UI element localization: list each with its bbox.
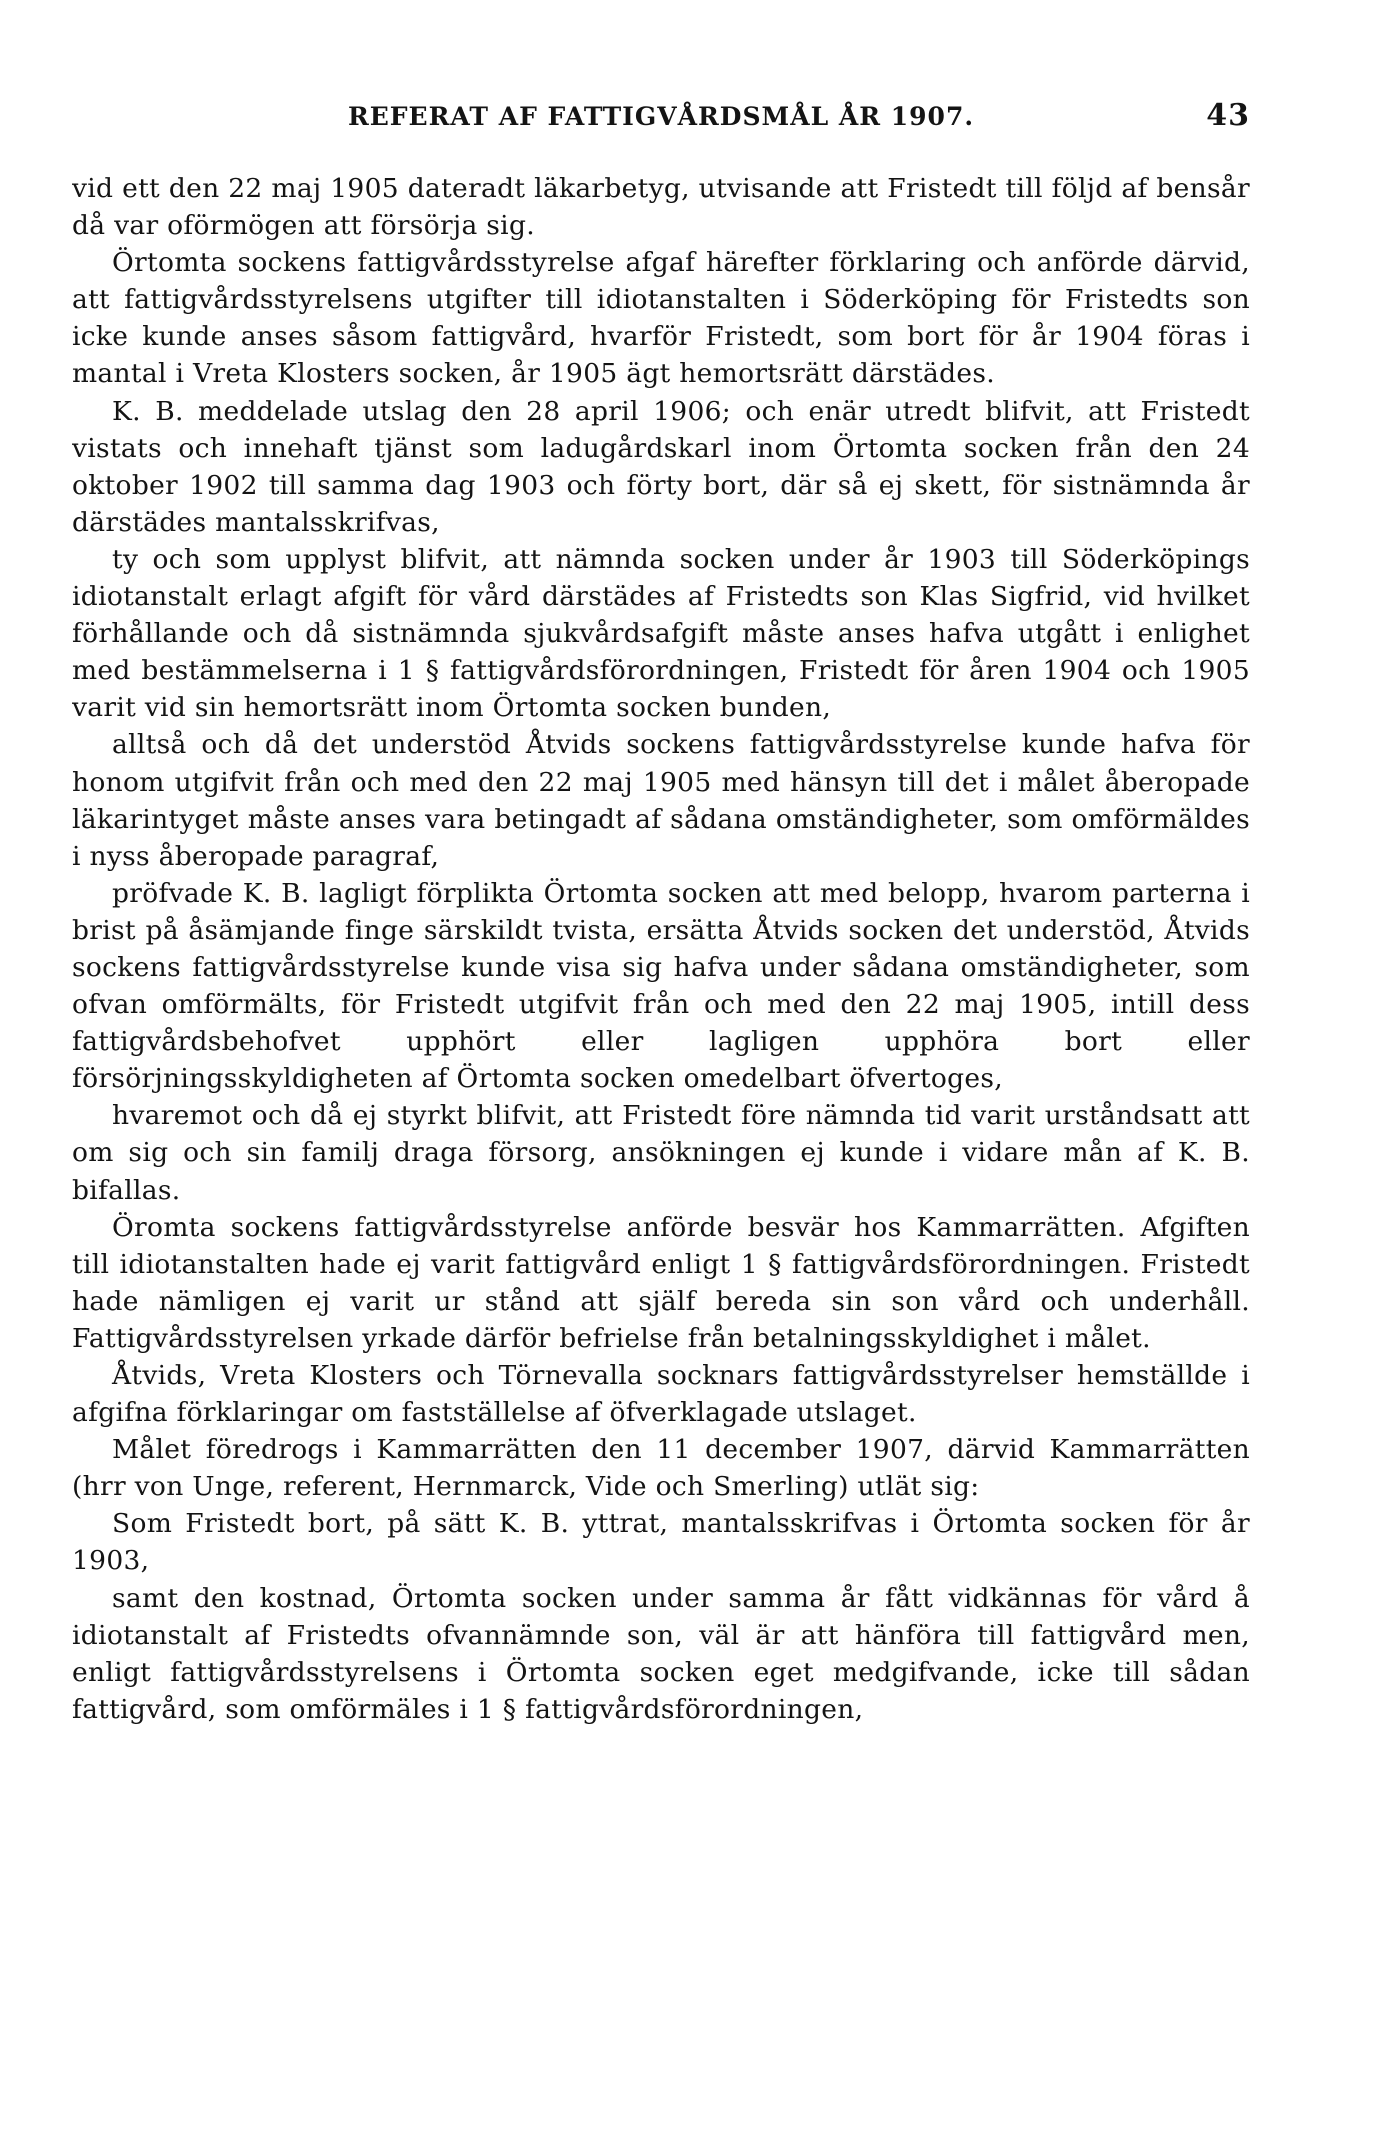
paragraph: pröfvade K. B. lagligt förplikta Örtomta socken att med belopp, hvarom parterna i brist på åsämjande finge särskildt tvista, ersätta Åtvids socken det understöd, Åtvids sockens fattigvårdsstyrelse kunde visa sig hafva under sådana omständigheter, som ofvan omförmälts, för Fristedt utgifvit från och med den 22 maj 1905, intill dess fattigvårdsbehofvet upphört eller lagligen upphöra bort eller försörjningsskyldigheten af Örtomta socken omedelbart öfvertoges, [72,877,1250,1095]
paragraph: Målet föredrogs i Kammarrätten den 11 december 1907, därvid Kammarrätten (hrr von Unge, referent, Hernmarck, Vide och Smerling) utlät sig: [72,1434,1250,1503]
paragraph: Örtomta sockens fattigvårdsstyrelse afgaf härefter förklaring och anförde därvid, att fattigvårdsstyrelsens utgifter till idiotanstalten i Söderköping för Fristedts son icke kunde anses såsom fattigvård, hvarför Fristedt, som bort för år 1904 föras i mantal i Vreta Klosters socken, år 1905 ägt hemortsrätt därstädes. [72,247,1250,390]
running-header [72,96,1250,146]
paragraph: alltså och då det understöd Åtvids sockens fattigvårdsstyrelse kunde hafva för honom utgifvit från och med den 22 maj 1905 med hänsyn till det i målet åberopade läkarintyget måste anses vara betingadt af sådana omständigheter, som omförmäldes i nyss åberopade paragraf, [72,729,1250,872]
paragraph: samt den kostnad, Örtomta socken under samma år fått vidkännas för vård å idiotanstalt af Fristedts ofvannämnde son, väl är att hänföra till fattigvård men, enligt fattigvårdsstyrelsens i Örtomta socken eget medgifvande, icke till sådan fattigvård, som omförmäles i 1 § fattigvårdsförordningen, [72,1582,1250,1725]
paragraph: ty och som upplyst blifvit, att nämnda socken under år 1903 till Söderköpings idiotanstalt erlagt afgift för vård därstädes af Fristedts son Klas Sigfrid, vid hvilket förhållande och då sistnämnda sjukvårdsafgift måste anses hafva utgått i enlighet med bestämmelserna i 1 § fattigvårdsförordningen, Fristedt för åren 1904 och 1905 varit vid sin hemortsrätt inom Örtomta socken bunden, [72,543,1250,724]
paragraph: K. B. meddelade utslag den 28 april 1906; och enär utredt blifvit, att Fristedt vistats och innehaft tjänst som ladugårdskarl inom Örtomta socken från den 24 oktober 1902 till samma dag 1903 och förty bort, där så ej skett, för sistnämnda år därstädes mantalsskrifvas, [72,395,1250,538]
running-title: REFERAT AF FATTIGVÅRDSMÅL ÅR 1907. [347,102,975,131]
body-text [72,170,1250,1728]
page-number: 43 [1206,98,1250,133]
paragraph: Öromta sockens fattigvårdsstyrelse anförde besvär hos Kammarrätten. Afgiften till idiotanstalten hade ej varit fattigvård enligt 1 § fattigvårdsförordningen. Fristedt hade nämligen ej varit ur stånd att själf bereda sin son vård och underhåll. Fattigvårdsstyrelsen yrkade därför befrielse från betalningsskyldighet i målet. [72,1211,1250,1354]
paragraph: Som Fristedt bort, på sätt K. B. yttrat, mantalsskrifvas i Örtomta socken för år 1903, [72,1508,1250,1577]
paragraph: Åtvids, Vreta Klosters och Törnevalla socknars fattigvårdsstyrelser hemställde i afgifna förklaringar om fastställelse af öfverklagade utslaget. [72,1360,1250,1429]
paragraph: hvaremot och då ej styrkt blifvit, att Fristedt före nämnda tid varit urståndsatt att om sig och sin familj draga försorg, ansökningen ej kunde i vidare mån af K. B. bifallas. [72,1100,1250,1206]
document-page [72,96,1250,2056]
paragraph: vid ett den 22 maj 1905 dateradt läkarbetyg, utvisande att Fristedt till följd af bensår då var oförmögen att försörja sig. [72,173,1250,242]
